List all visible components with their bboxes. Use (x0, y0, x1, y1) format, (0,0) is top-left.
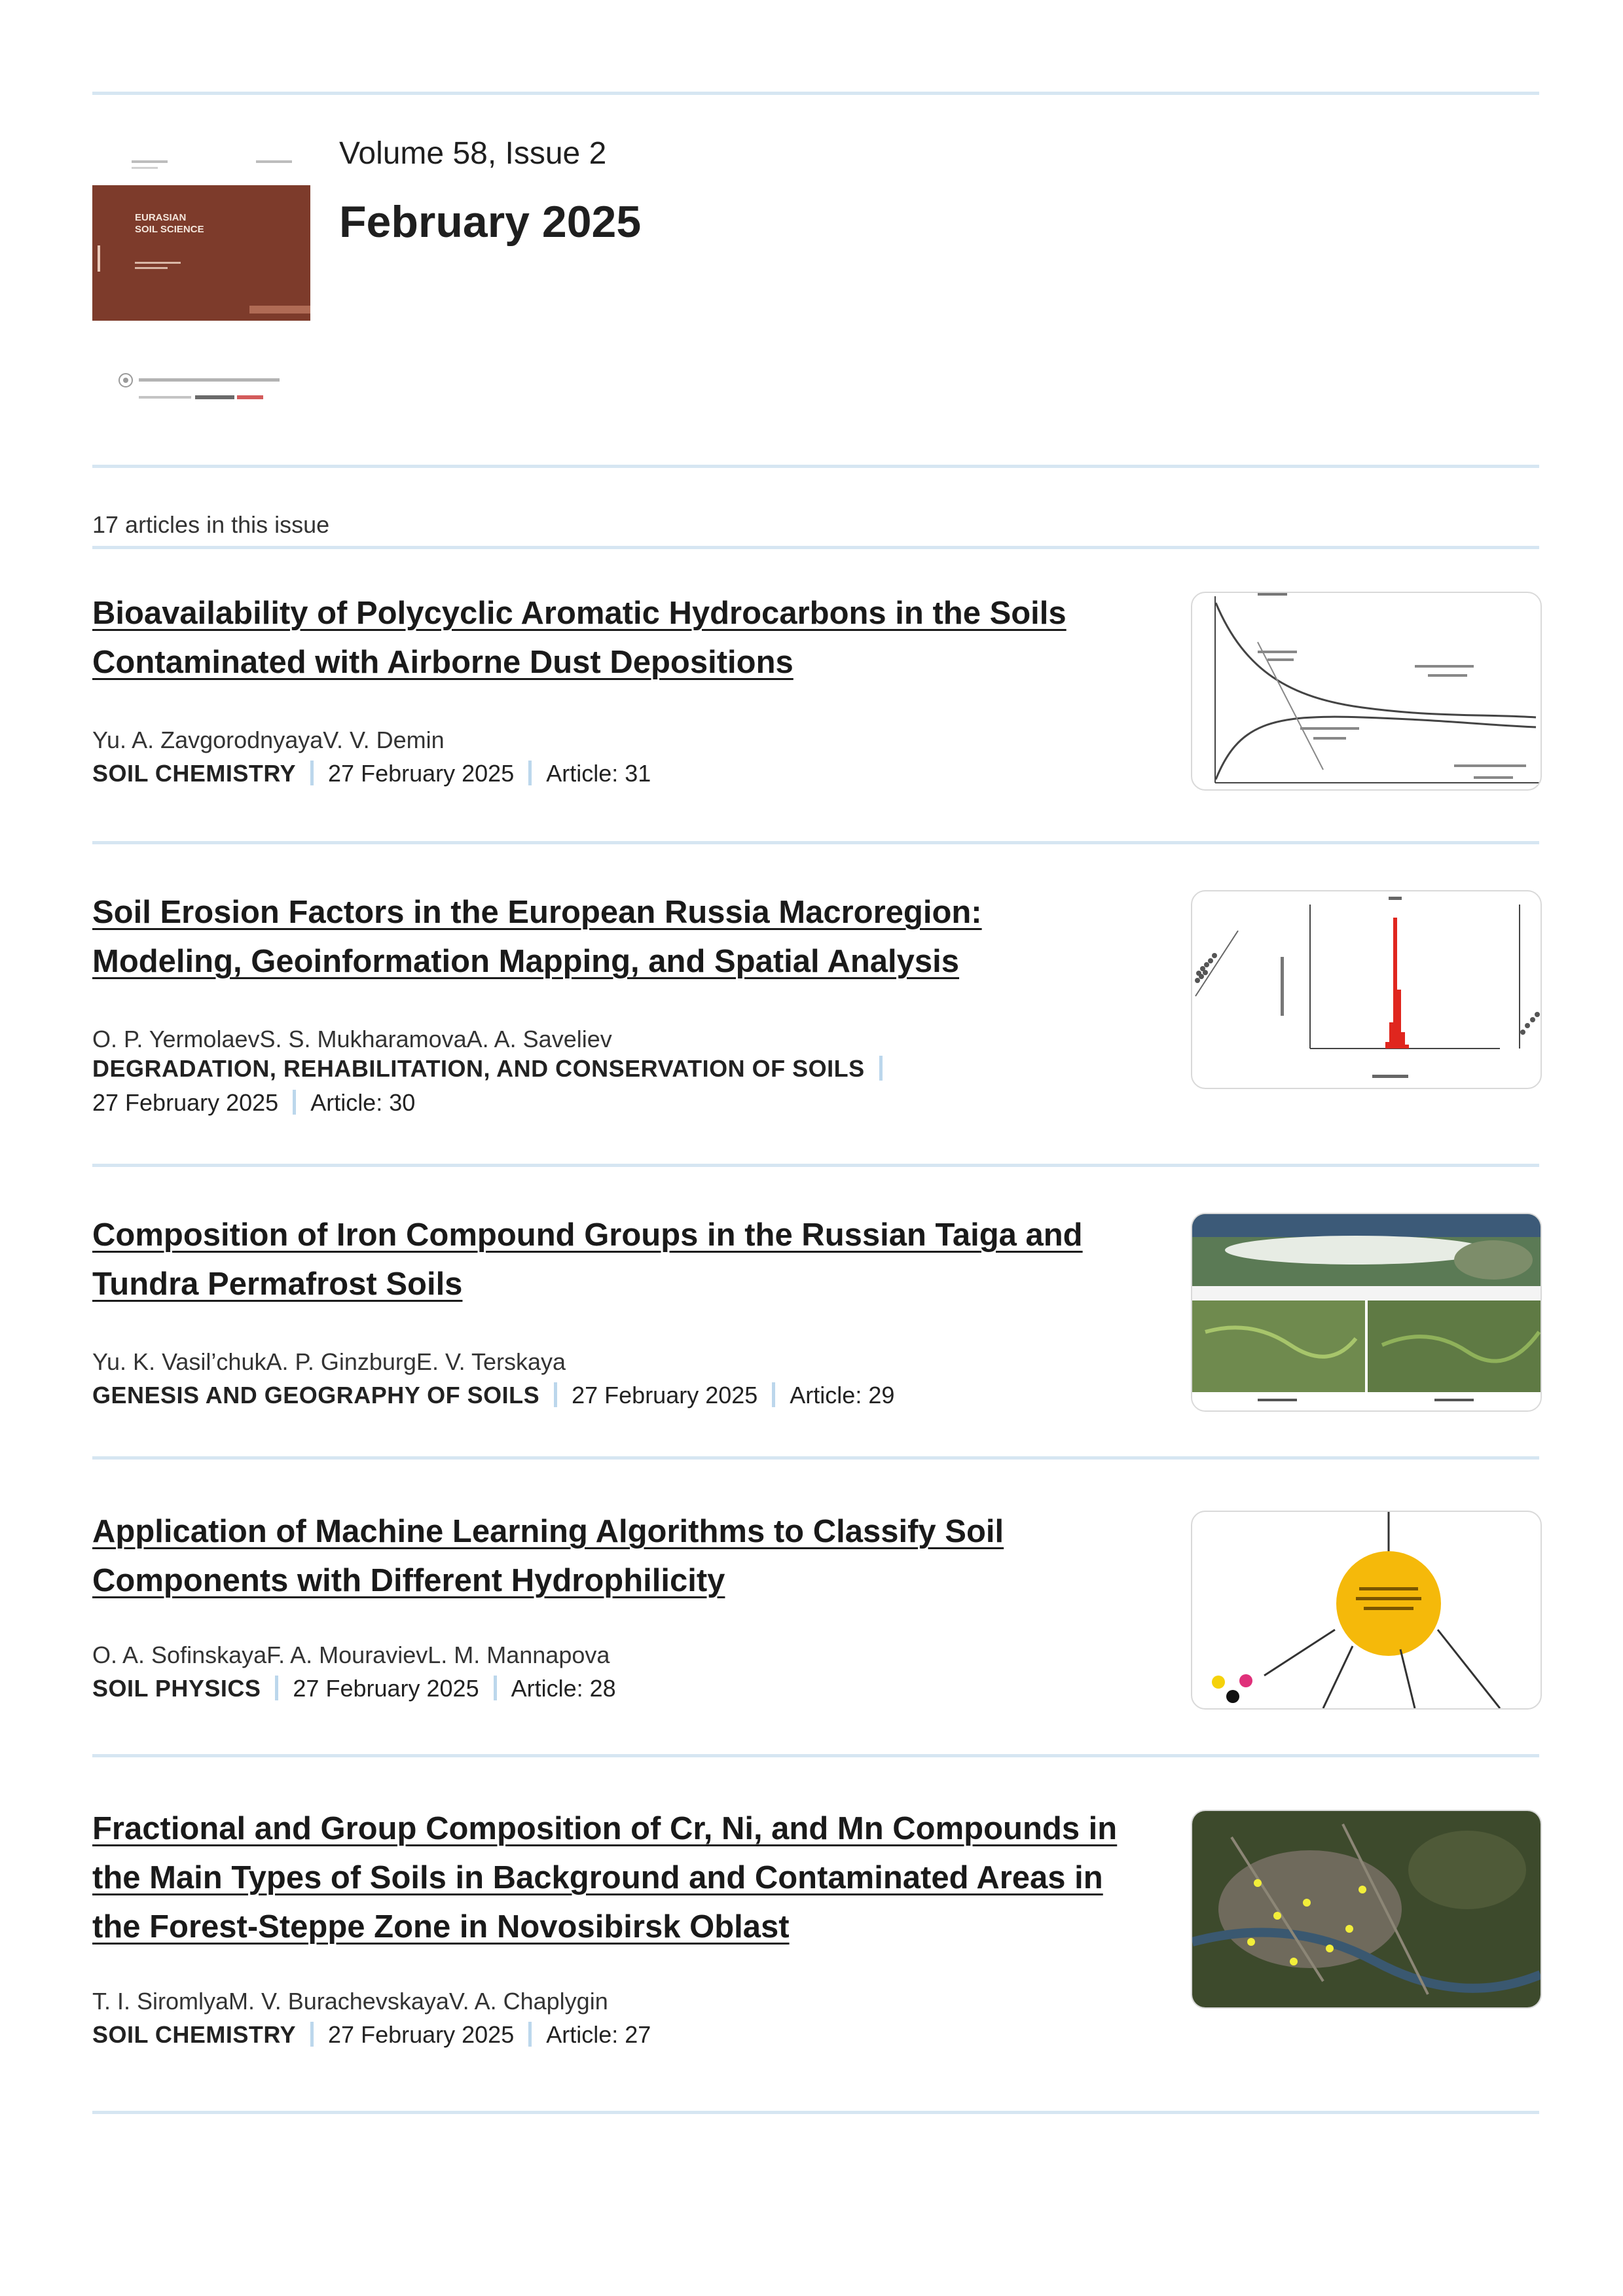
residuals-histogram-chart (1192, 891, 1541, 1088)
top-divider (92, 92, 1539, 95)
article-title[interactable] (92, 1507, 1004, 1605)
article-title-line[interactable]: the Main Types of Soils in Background and Contaminated Areas in (92, 1860, 1103, 1895)
cover-title-line1: EURASIAN (135, 212, 187, 223)
properties-diagram (1192, 1512, 1541, 1708)
meta-separator (310, 761, 314, 785)
concentration-curves-chart (1192, 593, 1541, 789)
meta-separator (554, 1382, 557, 1407)
journal-cover-image[interactable] (92, 147, 310, 321)
article-number: Article: 29 (790, 1382, 895, 1408)
article-divider (92, 1456, 1539, 1460)
bottom-divider (92, 2111, 1539, 2114)
article-subject[interactable]: SOIL CHEMISTRY (92, 760, 297, 787)
meta-separator (293, 1090, 296, 1115)
count-divider (92, 546, 1539, 549)
meta-separator (528, 2022, 532, 2047)
article-meta (92, 757, 651, 791)
article-authors: O. A. SofinskayaF. A. MouravievL. M. Mannapova (92, 1641, 610, 1668)
article-figure-thumbnail[interactable] (1191, 1511, 1542, 1710)
article-title-line[interactable]: Tundra Permafrost Soils (92, 1266, 463, 1302)
meta-separator (494, 1676, 497, 1700)
article-date: 27 February 2025 (293, 1675, 479, 1702)
article-figure-thumbnail[interactable] (1191, 1810, 1542, 2009)
articles-count: 17 articles in this issue (92, 511, 330, 538)
article-number: Article: 28 (511, 1675, 616, 1702)
article-title[interactable] (92, 1211, 1083, 1309)
article-title[interactable] (92, 1804, 1117, 1952)
article-date: 27 February 2025 (328, 760, 515, 787)
article-number: Article: 30 (310, 1089, 416, 1116)
article-date: 27 February 2025 (572, 1382, 758, 1408)
article-subject[interactable]: SOIL PHYSICS (92, 1675, 261, 1702)
article-meta (92, 1378, 894, 1412)
meta-separator (528, 761, 532, 785)
article-figure-thumbnail[interactable] (1191, 592, 1542, 791)
article-authors: O. P. YermolaevS. S. MukharamovaA. A. Saveliev (92, 1026, 612, 1052)
aerial-photo-map (1192, 1811, 1541, 2007)
article-divider (92, 841, 1539, 844)
article-title-line[interactable]: Application of Machine Learning Algorithms to Classify Soil (92, 1514, 1004, 1549)
meta-separator (772, 1382, 775, 1407)
article-title-line[interactable]: Bioavailability of Polycyclic Aromatic Hydrocarbons in the Soils (92, 596, 1067, 631)
meta-separator (879, 1056, 883, 1081)
article-authors: T. I. SiromlyaM. V. BurachevskayaV. A. Chaplygin (92, 1988, 608, 2015)
article-date: 27 February 2025 (92, 1089, 279, 1116)
meta-separator (310, 2022, 314, 2047)
article-authors: Yu. K. Vasil’chukA. P. GinzburgE. V. Terskaya (92, 1348, 566, 1375)
article-divider (92, 1164, 1539, 1167)
article-title-line[interactable]: Composition of Iron Compound Groups in the Russian Taiga and (92, 1217, 1083, 1253)
article-subject[interactable]: SOIL CHEMISTRY (92, 2021, 297, 2048)
article-figure-thumbnail[interactable] (1191, 1213, 1542, 1412)
article-title-line[interactable]: Modeling, Geoinformation Mapping, and Spatial Analysis (92, 944, 960, 979)
article-title-line[interactable]: Components with Different Hydrophilicity (92, 1563, 725, 1598)
article-title-line[interactable]: the Forest-Steppe Zone in Novosibirsk Oblast (92, 1909, 790, 1945)
header-divider (92, 465, 1539, 468)
cover-title-line2: SOIL SCIENCE (135, 224, 204, 235)
article-title-line[interactable]: Fractional and Group Composition of Cr, Ni, and Mn Compounds in (92, 1811, 1118, 1846)
article-title-line[interactable]: Contaminated with Airborne Dust Depositions (92, 645, 793, 680)
issue-volume: Volume 58, Issue 2 (339, 136, 607, 171)
issue-date: February 2025 (339, 197, 642, 247)
article-meta (92, 2018, 651, 2052)
publisher-logo (118, 370, 288, 409)
article-authors: Yu. A. ZavgorodnyayaV. V. Demin (92, 726, 445, 753)
article-title[interactable] (92, 888, 982, 986)
article-subject[interactable]: DEGRADATION, REHABILITATION, AND CONSERVATION OF SOILS (92, 1055, 865, 1082)
article-figure-thumbnail[interactable] (1191, 890, 1542, 1089)
article-divider (92, 1754, 1539, 1757)
satellite-maps (1192, 1214, 1541, 1410)
article-number: Article: 27 (546, 2021, 651, 2048)
article-meta (92, 1672, 616, 1706)
meta-separator (275, 1676, 278, 1700)
article-date: 27 February 2025 (328, 2021, 515, 2048)
article-title-line[interactable]: Soil Erosion Factors in the European Russia Macroregion: (92, 895, 982, 930)
article-number: Article: 31 (546, 760, 651, 787)
article-meta (92, 1052, 1009, 1120)
article-title[interactable] (92, 589, 1067, 687)
article-subject[interactable]: GENESIS AND GEOGRAPHY OF SOILS (92, 1382, 540, 1408)
